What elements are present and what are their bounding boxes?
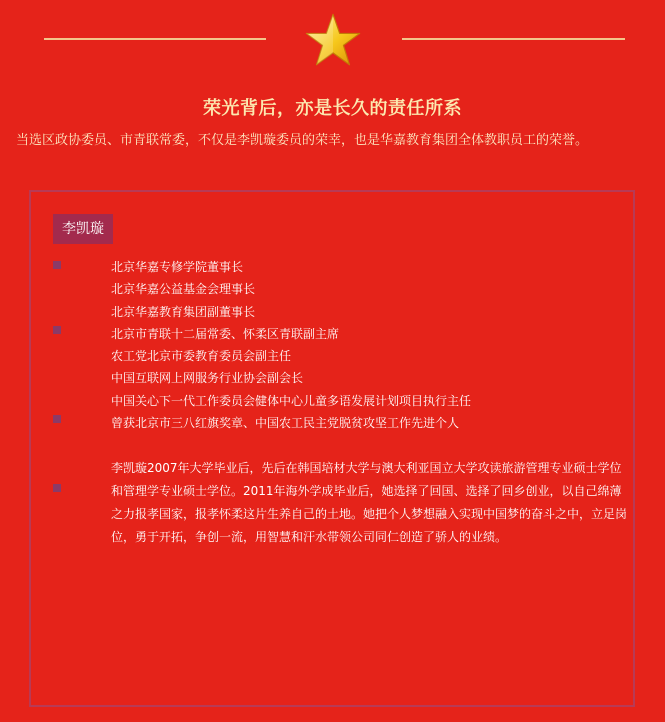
bullet-marker [53, 484, 61, 492]
header-divider-right [402, 38, 625, 40]
role-list [111, 256, 621, 434]
role-item: 北京市青联十二届常委、怀柔区青联副主席 [111, 326, 340, 341]
profile-card [29, 190, 635, 707]
bullet-marker [53, 415, 61, 423]
bullet-marker [53, 326, 61, 334]
role-item: 曾获北京市三八红旗奖章、中国农工民主党脱贫攻坚工作先进个人 [111, 416, 460, 431]
bullet-marker [53, 261, 61, 269]
role-item: 北京华嘉公益基金会理事长 [111, 282, 256, 297]
intro-paragraph: 当选区政协委员、市青联常委，不仅是李凯璇委员的荣幸，也是华嘉教育集团全体教职员工的荣誉。 [16, 133, 589, 148]
role-item: 北京华嘉专修学院董事长 [111, 260, 244, 274]
role-item: 农工党北京市委教育委员会副主任 [111, 349, 292, 364]
bio-paragraph: 李凯璇2007年大学毕业后，先后在韩国培材大学与澳大利亚国立大学攻读旅游管理专业硕士学位和管理学专业硕士学位。2011年海外学成毕业后，她选择了回国、选择了回乡创业，以自己绵薄之力报孝国家，报孝怀柔这片生养自己的土地。她把个人梦想融入实现中国梦的奋斗之中，立足岗位，勇于开拓，争创一流，用智慧和汗水带领公司同仁创造了骄人的业绩。 [111, 461, 628, 544]
role-item: 中国关心下一代工作委员会健体中心儿童多语发展计划项目执行主任 [111, 393, 472, 408]
section-title: 荣光背后，亦是长久的责任所系 [203, 98, 462, 119]
header-divider-left [44, 38, 266, 40]
name-badge: 李凯璇 [53, 214, 113, 244]
role-item: 中国互联网上网服务行业协会副会长 [111, 371, 304, 386]
star-icon [304, 12, 362, 70]
role-item: 北京华嘉教育集团副董事长 [111, 304, 256, 319]
